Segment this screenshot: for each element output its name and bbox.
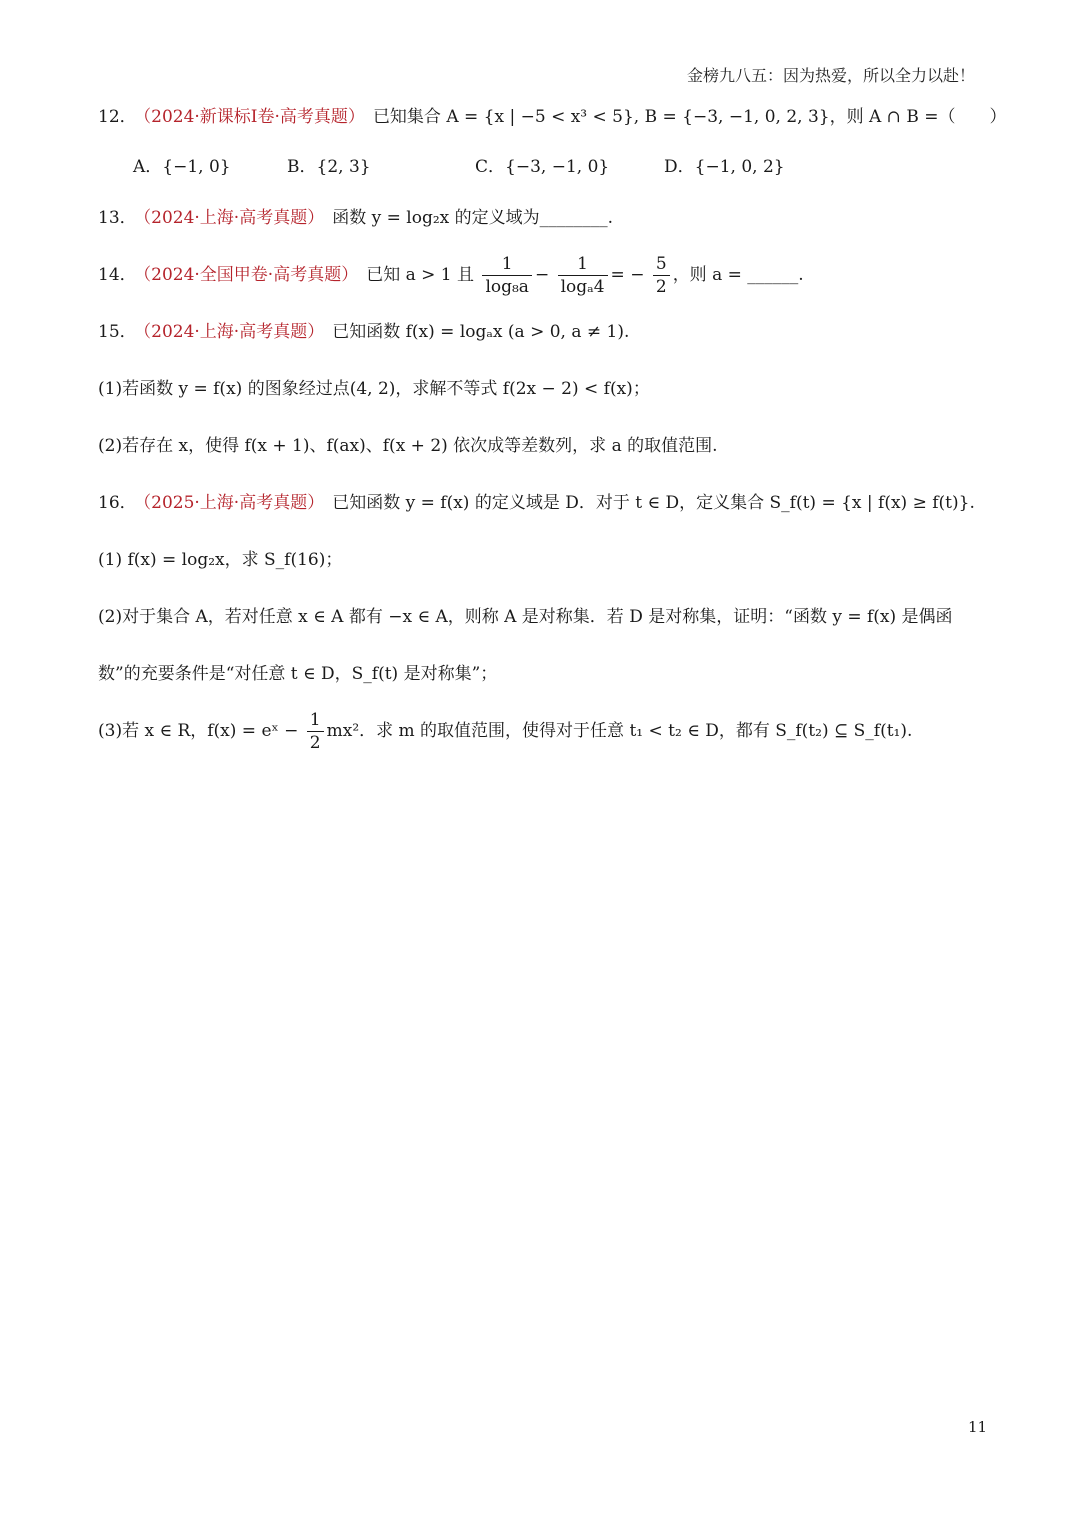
question-12 [98, 102, 1006, 132]
fraction [653, 253, 670, 298]
question-16-part-3 [98, 706, 912, 756]
question-number: 16． [98, 493, 137, 513]
option-c [475, 152, 609, 182]
operator: − [534, 265, 550, 285]
option-value: {−1, 0, 2} [694, 157, 785, 177]
option-b [287, 152, 371, 182]
page-number: 11 [968, 1418, 988, 1436]
question-source: （2024·上海·高考真题） [142, 322, 325, 342]
question-source: （2024·新课标I卷·高考真题） [142, 107, 365, 127]
header-motto: 金榜九八五：因为热爱，所以全力以赴！ [686, 66, 975, 85]
fraction [558, 253, 608, 298]
question-16 [98, 488, 975, 518]
question-16-part-2-line-2: 数”的充要条件是“对任意 t ∈ D，S_f(t) 是对称集”； [98, 664, 498, 684]
option-d [664, 152, 785, 182]
operator: = − [610, 265, 645, 285]
question-text: 已知函数 y = f(x) 的定义域是 D．对于 t ∈ D，定义集合 S_f(t) = {x | f(x) ≥ f(t)}. [332, 493, 975, 513]
option-label: D． [664, 157, 695, 177]
fraction-denominator: logₐ4 [560, 277, 605, 297]
option-value: {−3, −1, 0} [505, 157, 610, 177]
question-source: （2024·全国甲卷·高考真题） [142, 265, 359, 285]
question-15-part-1: (1)若函数 y = f(x) 的图象经过点(4, 2)，求解不等式 f(2x − 2) < f(x)； [98, 379, 650, 399]
question-number: 15． [98, 322, 137, 342]
question-number: 13． [98, 208, 137, 228]
fraction-denominator: log₈a [485, 277, 529, 297]
option-label: A． [133, 157, 163, 177]
question-source: （2025·上海·高考真题） [142, 493, 325, 513]
question-text: 函数 y = log₂x 的定义域为________. [332, 208, 614, 228]
question-text: mx²．求 m 的取值范围，使得对于任意 t₁ < t₂ ∈ D，都有 S_f(t₂) ⊆ S_f(t₁). [326, 721, 913, 741]
question-text: 已知函数 f(x) = logₐx (a > 0, a ≠ 1). [332, 322, 630, 342]
fraction-denominator: 2 [655, 277, 667, 297]
fraction-numerator: 1 [558, 253, 608, 276]
question-text: 已知集合 A = {x | −5 < x³ < 5}, B = {−3, −1, 0, 2, 3}，则 A ∩ B =（ ） [372, 107, 1007, 127]
fraction-numerator: 1 [482, 253, 532, 276]
question-number: 12． [98, 107, 137, 127]
question-16-part-2-line-1: (2)对于集合 A，若对任意 x ∈ A 都有 −x ∈ A，则称 A 是对称集．若 D 是对称集，证明：“函数 y = f(x) 是偶函 [98, 607, 953, 627]
question-14 [98, 250, 804, 300]
question-15-part-2: (2)若存在 x，使得 f(x + 1)、f(ax)、f(x + 2) 依次成等差数列，求 a 的取值范围. [98, 436, 718, 456]
question-source: （2024·上海·高考真题） [142, 208, 325, 228]
question-text: (3)若 x ∈ R，f(x) = eˣ − [98, 721, 299, 741]
option-label: B． [287, 157, 317, 177]
fraction [482, 253, 532, 298]
question-15 [98, 317, 629, 347]
fraction-numerator: 5 [653, 253, 670, 276]
fraction-denominator: 2 [309, 733, 321, 753]
question-text: ，则 a = ______. [672, 265, 804, 285]
fraction [307, 709, 324, 754]
question-text: 已知 a > 1 且 [366, 265, 475, 285]
question-16-part-1: (1) f(x) = log₂x，求 S_f(16)； [98, 550, 343, 570]
option-a [133, 152, 231, 182]
option-value: {−1, 0} [162, 157, 231, 177]
option-value: {2, 3} [316, 157, 371, 177]
question-number: 14． [98, 265, 137, 285]
fraction-numerator: 1 [307, 709, 324, 732]
question-13 [98, 203, 613, 233]
option-label: C． [475, 157, 506, 177]
